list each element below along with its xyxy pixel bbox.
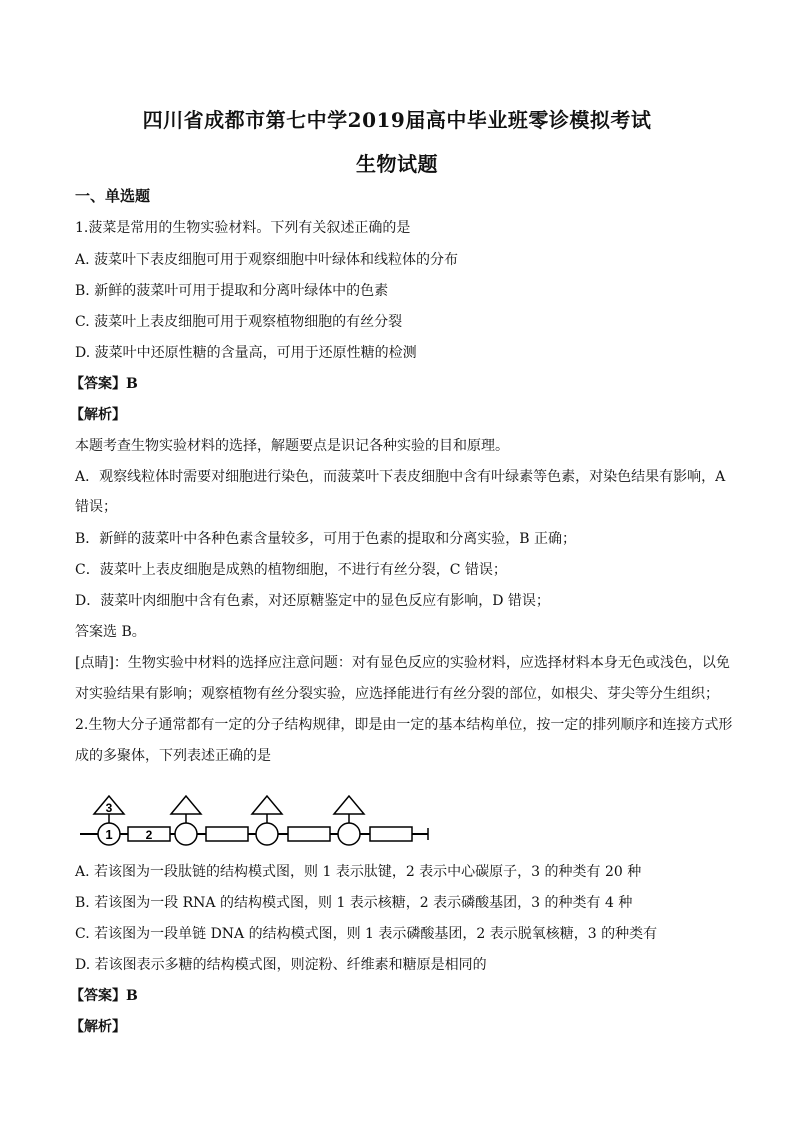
- q1-option-b: B. 新鲜的菠菜叶可用于提取和分离叶绿体中的色素: [75, 283, 389, 299]
- circle-unit: [338, 823, 360, 845]
- rect-unit: [288, 827, 330, 841]
- q2-stem-line: 2.生物大分子通常都有一定的分子结构规律，即是由一定的基本结构单位，按一定的排列顺序和连接方式形: [75, 717, 733, 733]
- section-heading: 一、单选题: [75, 187, 151, 205]
- q2-analysis-label: 【解析】: [70, 1019, 126, 1035]
- triangle-label: 3: [105, 801, 113, 815]
- circle-unit: [175, 823, 197, 845]
- q2-option-c: C. 若该图为一段单链 DNA 的结构模式图，则 1 表示磷酸基团，2 表示脱氧核糖，3 的种类有: [75, 926, 658, 942]
- q1-analysis-line: A．观察线粒体时需要对细胞进行染色，而菠菜叶下表皮细胞中含有叶绿素等色素，对染色结果有影响，A: [75, 469, 726, 485]
- q1-stem: 1.菠菜是常用的生物实验材料。下列有关叙述正确的是: [75, 220, 411, 236]
- q1-option-d: D. 菠菜叶中还原性糖的含量高，可用于还原性糖的检测: [75, 345, 417, 361]
- q1-analysis-line: D．菠菜叶肉细胞中含有色素，对还原糖鉴定中的显色反应有影响，D 错误；: [75, 593, 550, 609]
- q1-analysis-line: 错误；: [75, 499, 117, 515]
- q2-stem-line: 成的多聚体，下列表述正确的是: [75, 748, 271, 764]
- q1-analysis-label: 【解析】: [70, 407, 126, 423]
- q1-tip-line: [点睛]：生物实验中材料的选择应注意问题：对有显色反应的实验材料，应选择材料本身无色或浅色，以免: [75, 655, 730, 671]
- polymer-structure-diagram: [78, 790, 438, 856]
- triangle-base-unit: [252, 796, 282, 814]
- triangle-base-unit: [171, 796, 201, 814]
- triangle-base-unit: [334, 796, 364, 814]
- rect-label: 2: [145, 828, 153, 842]
- q2-answer: 【答案】B: [70, 988, 138, 1004]
- q2-option-d: D. 若该图表示多糖的结构模式图，则淀粉、纤维素和糖原是相同的: [75, 957, 487, 973]
- exam-subtitle: 生物试题: [356, 152, 438, 176]
- rect-unit: [206, 827, 248, 841]
- q1-option-a: A. 菠菜叶下表皮细胞可用于观察细胞中叶绿体和线粒体的分布: [75, 252, 459, 268]
- exam-title: 四川省成都市第七中学2019届高中毕业班零诊模拟考试: [142, 108, 652, 132]
- q1-option-c: C. 菠菜叶上表皮细胞可用于观察植物细胞的有丝分裂: [75, 314, 403, 330]
- rect-unit: [370, 827, 412, 841]
- q1-analysis-line: B．新鲜的菠菜叶中各种色素含量较多，可用于色素的提取和分离实验，B 正确；: [75, 531, 577, 547]
- q2-option-b: B. 若该图为一段 RNA 的结构模式图，则 1 表示核糖，2 表示磷酸基团，3 的种类有 4 种: [75, 895, 633, 911]
- circle-unit: [256, 823, 278, 845]
- q1-conclusion: 答案选 B。: [75, 624, 146, 640]
- q1-analysis-line: C．菠菜叶上表皮细胞是成熟的植物细胞，不进行有丝分裂，C 错误；: [75, 562, 507, 578]
- circle-label: 1: [105, 827, 113, 842]
- q1-answer: 【答案】B: [70, 376, 138, 392]
- q2-option-a: A. 若该图为一段肽链的结构模式图，则 1 表示肽键，2 表示中心碳原子，3 的种类有 20 种: [75, 864, 642, 880]
- q1-tip-line: 对实验结果有影响；观察植物有丝分裂实验，应选择能进行有丝分裂的部位，如根尖、芽尖等分生组织；: [75, 686, 719, 702]
- q1-analysis-line: 本题考查生物实验材料的选择，解题要点是识记各种实验的目和原理。: [75, 438, 509, 454]
